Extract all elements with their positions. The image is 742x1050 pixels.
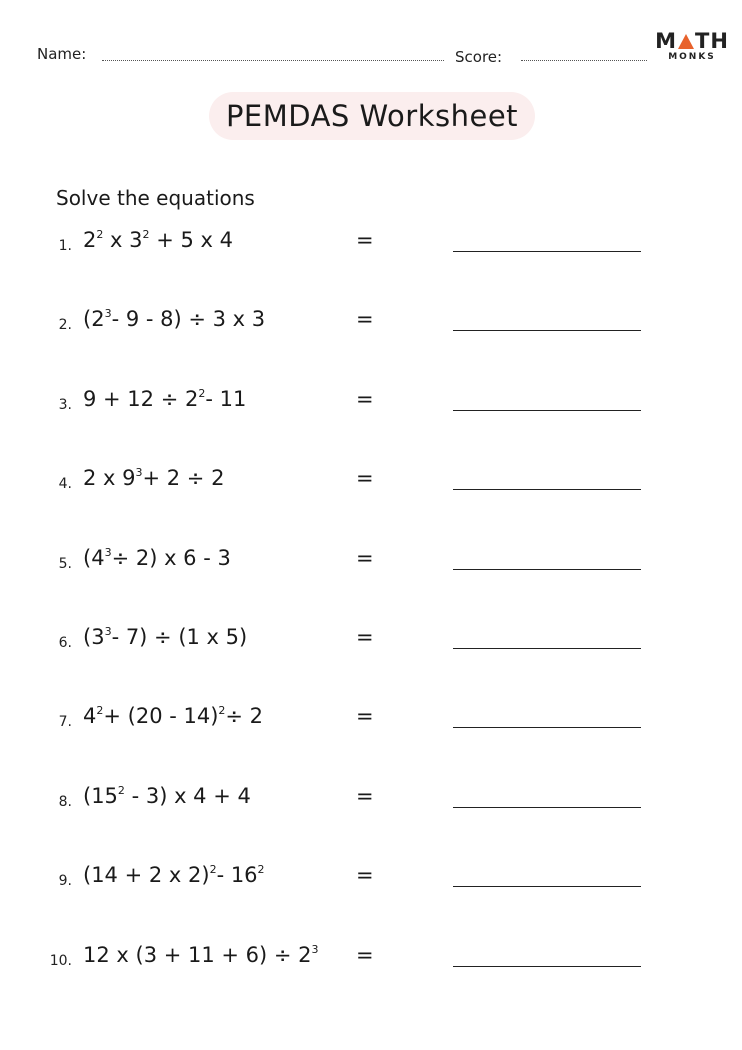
problem-number: 3.	[58, 397, 72, 413]
logo-text-monks: MONKS	[668, 52, 716, 62]
answer-line[interactable]	[453, 966, 641, 967]
worksheet-title	[209, 92, 535, 140]
problem-row	[0, 941, 742, 981]
expression-text: 2 x 9	[83, 466, 136, 490]
score-label: Score:	[455, 48, 503, 66]
exponent: 2	[142, 228, 150, 241]
exponent: 2	[257, 863, 265, 876]
expression-text: (2	[83, 307, 105, 331]
answer-line[interactable]	[453, 489, 641, 490]
exponent: 3	[135, 466, 143, 479]
answer-line[interactable]	[453, 807, 641, 808]
expression-text: + 2 ÷ 2	[142, 466, 225, 490]
equals-sign: =	[356, 387, 374, 411]
math-monks-logo	[654, 30, 730, 63]
problem-number: 8.	[58, 794, 72, 810]
expression-text: (15	[83, 784, 118, 808]
answer-line[interactable]	[453, 251, 641, 252]
problem-expression	[83, 305, 265, 333]
problem-row	[0, 385, 742, 425]
answer-line[interactable]	[453, 410, 641, 411]
problem-row	[0, 226, 742, 266]
problem-row	[0, 861, 742, 901]
exponent: 2	[218, 704, 226, 717]
exponent: 2	[117, 784, 125, 797]
expression-text: - 16	[216, 863, 258, 887]
problem-row	[0, 702, 742, 742]
expression-text: ÷ 2) x 6 - 3	[111, 546, 231, 570]
expression-text: + 5 x 4	[149, 228, 233, 252]
problem-number: 2.	[58, 317, 72, 333]
problem-number: 9.	[58, 873, 72, 889]
exponent: 3	[104, 546, 112, 559]
expression-text: - 11	[205, 387, 247, 411]
expression-text: - 3) x 4 + 4	[124, 784, 251, 808]
equals-sign: =	[356, 943, 374, 967]
equals-sign: =	[356, 307, 374, 331]
problem-expression	[83, 464, 224, 492]
instructions: Solve the equations	[56, 186, 255, 210]
problem-expression	[83, 623, 247, 651]
answer-line[interactable]	[453, 727, 641, 728]
equals-sign: =	[356, 546, 374, 570]
equals-sign: =	[356, 625, 374, 649]
problem-row	[0, 544, 742, 584]
title-text: PEMDAS Worksheet	[225, 99, 519, 133]
answer-line[interactable]	[453, 648, 641, 649]
problem-row	[0, 623, 742, 663]
problem-number: 4.	[58, 476, 72, 492]
exponent: 2	[198, 387, 206, 400]
problem-expression	[83, 385, 246, 413]
answer-line[interactable]	[453, 886, 641, 887]
problem-row	[0, 464, 742, 504]
problem-row	[0, 782, 742, 822]
problem-expression	[83, 544, 231, 572]
logo-text-m: M	[655, 29, 677, 53]
logo-text-th: TH	[695, 29, 729, 53]
problem-number: 7.	[58, 714, 72, 730]
equals-sign: =	[356, 704, 374, 728]
expression-text: (14 + 2 x 2)	[83, 863, 210, 887]
expression-text: + (20 - 14)	[103, 704, 219, 728]
problem-expression	[83, 782, 251, 810]
exponent: 3	[104, 625, 112, 638]
exponent: 2	[96, 704, 104, 717]
equals-sign: =	[356, 863, 374, 887]
expression-text: 2	[83, 228, 97, 252]
problem-number: 10.	[49, 953, 72, 969]
expression-text: 4	[83, 704, 97, 728]
name-label: Name:	[37, 45, 87, 63]
exponent: 2	[209, 863, 217, 876]
problem-expression	[83, 702, 263, 730]
exponent: 3	[104, 307, 112, 320]
problem-expression	[83, 941, 319, 969]
answer-line[interactable]	[453, 330, 641, 331]
expression-text: ÷ 2	[225, 704, 264, 728]
problem-expression	[83, 226, 233, 254]
exponent: 3	[311, 943, 319, 956]
problem-number: 5.	[58, 556, 72, 572]
expression-text: 9 + 12 ÷ 2	[83, 387, 199, 411]
expression-text: (3	[83, 625, 105, 649]
equals-sign: =	[356, 466, 374, 490]
equals-sign: =	[356, 228, 374, 252]
expression-text: 12 x (3 + 11 + 6) ÷ 2	[83, 943, 312, 967]
triangle-icon	[678, 34, 694, 49]
expression-text: x 3	[103, 228, 143, 252]
expression-text: (4	[83, 546, 105, 570]
problem-number: 6.	[58, 635, 72, 651]
score-field[interactable]	[521, 60, 647, 61]
problem-row	[0, 305, 742, 345]
problem-number: 1.	[58, 238, 72, 254]
expression-text: - 7) ÷ (1 x 5)	[111, 625, 248, 649]
equals-sign: =	[356, 784, 374, 808]
exponent: 2	[96, 228, 104, 241]
problem-expression	[83, 861, 265, 889]
name-field[interactable]	[102, 60, 444, 61]
expression-text: - 9 - 8) ÷ 3 x 3	[111, 307, 266, 331]
answer-line[interactable]	[453, 569, 641, 570]
